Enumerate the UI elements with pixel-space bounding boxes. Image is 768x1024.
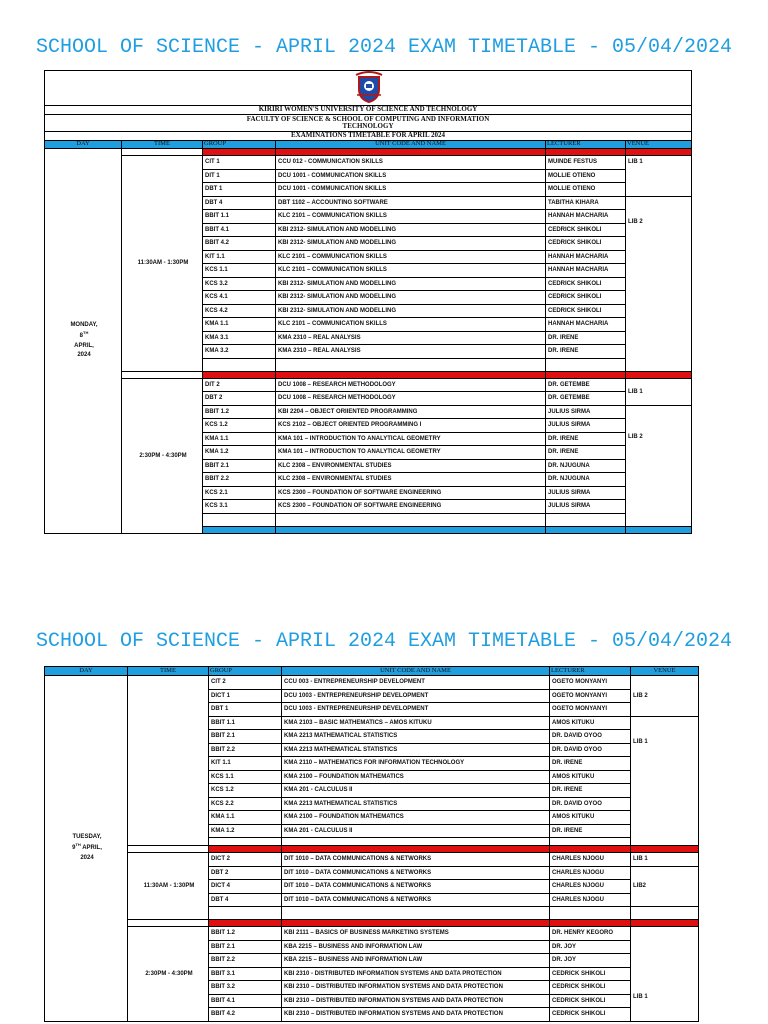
unit-cell: KCS 2102 – OBJECT ORIENTED PROGRAMMING I	[276, 419, 546, 433]
venue-cell: LIB 2	[626, 405, 692, 526]
time-slot-empty	[128, 676, 209, 846]
venue-cell: LIB 1	[626, 378, 692, 405]
header-day: DAY	[45, 141, 122, 149]
group-cell: KCS 2.1	[203, 486, 276, 500]
lecturer-cell: JULIUS SIRMA	[546, 486, 626, 500]
day-cell-tuesday	[45, 676, 128, 1022]
lecturer-cell: DR. HENRY KEGORO	[550, 927, 631, 941]
day-name: TUESDAY,	[72, 833, 102, 840]
time-slot: 11:30AM - 1:30PM	[122, 156, 203, 372]
group-cell: BBIT 2.1	[203, 459, 276, 473]
day-number: 8	[79, 333, 83, 340]
time-slot: 2:30PM - 4:30PM	[122, 378, 203, 533]
group-cell: BBIT 2.1	[209, 940, 282, 954]
exam-timetable-tuesday	[44, 666, 699, 1022]
group-cell: KCS 3.1	[203, 500, 276, 514]
venue-cell: LIB 2	[626, 196, 692, 371]
lecturer-cell: DR. DAVID OYOO	[550, 743, 631, 757]
lecturer-cell: CHARLES NJOGU	[550, 853, 631, 867]
unit-cell: DCU 1001 - COMMUNICATION SKILLS	[276, 183, 546, 197]
unit-cell: DIT 1010 – DATA COMMUNICATIONS & NETWORKS	[282, 893, 550, 907]
unit-cell: KBI 2312- SIMULATION AND MODELLING	[276, 277, 546, 291]
group-cell: KMA 1.1	[203, 432, 276, 446]
lecturer-cell: HANNAH MACHARIA	[546, 210, 626, 224]
venue-cell: LIB 1	[631, 853, 699, 867]
venue-cell: LIB2	[631, 866, 699, 907]
lecturer-cell: MUINDE FESTUS	[546, 156, 626, 170]
day-year: 2024	[77, 352, 91, 359]
header-day: DAY	[45, 667, 128, 676]
lecturer-cell: AMOS KITUKU	[550, 770, 631, 784]
group-cell: KCS 4.1	[203, 291, 276, 305]
day-cell-monday	[45, 149, 122, 534]
page-title-2: SCHOOL OF SCIENCE - APRIL 2024 EXAM TIMETABLE - 05/04/2024	[35, 630, 733, 653]
group-cell: DICT 1	[209, 689, 282, 703]
lecturer-cell: DR. IRENE	[546, 446, 626, 460]
lecturer-cell: DR. NJUGUNA	[546, 459, 626, 473]
lecturer-cell: CHARLES NJOGU	[550, 880, 631, 894]
group-cell: DBT 2	[209, 866, 282, 880]
unit-cell: KMA 2103 – BASIC MATHEMATICS – AMOS KITUKU	[282, 716, 550, 730]
group-cell: KCS 1.1	[203, 264, 276, 278]
unit-cell: KMA 2213 MATHEMATICAL STATISTICS	[282, 730, 550, 744]
lecturer-cell: DR. IRENE	[550, 784, 631, 798]
institution-name: KIRIRI WOMEN'S UNIVERSITY OF SCIENCE AND TECHNOLOGY	[45, 106, 692, 115]
group-cell: DBT 1	[203, 183, 276, 197]
lecturer-cell: CHARLES NJOGU	[550, 866, 631, 880]
lecturer-cell: JULIUS SIRMA	[546, 500, 626, 514]
group-cell: KCS 1.2	[203, 419, 276, 433]
unit-cell: KBI 2312- SIMULATION AND MODELLING	[276, 304, 546, 318]
lecturer-cell: DR. GETEMBE	[546, 392, 626, 406]
group-cell: BBIT 4.1	[203, 223, 276, 237]
lecturer-cell: OGETO MONYANYI	[550, 676, 631, 690]
group-cell: DBT 4	[203, 196, 276, 210]
day-suffix: TH	[75, 842, 81, 848]
unit-cell: KMA 2310 – REAL ANALYSIS	[276, 331, 546, 345]
lecturer-cell: DR. JOY	[550, 954, 631, 968]
unit-cell: CCU 012 - COMMUNICATION SKILLS	[276, 156, 546, 170]
group-cell: KCS 4.2	[203, 304, 276, 318]
header-unit: UNIT CODE AND NAME	[276, 141, 546, 149]
lecturer-cell: HANNAH MACHARIA	[546, 250, 626, 264]
group-cell: DICT 2	[209, 853, 282, 867]
unit-cell: KMA 101 – INTRODUCTION TO ANALYTICAL GEOMETRY	[276, 446, 546, 460]
lecturer-cell: DR. IRENE	[546, 345, 626, 359]
unit-cell: KMA 201 - CALCULUS II	[282, 824, 550, 838]
lecturer-cell: AMOS KITUKU	[550, 716, 631, 730]
unit-cell: KBI 2111 – BASICS OF BUSINESS MARKETING SYSTEMS	[282, 927, 550, 941]
unit-cell: KMA 2100 – FOUNDATION MATHEMATICS	[282, 811, 550, 825]
unit-cell: KMA 2213 MATHEMATICAL STATISTICS	[282, 743, 550, 757]
unit-cell: KMA 101 – INTRODUCTION TO ANALYTICAL GEOMETRY	[276, 432, 546, 446]
lecturer-cell: HANNAH MACHARIA	[546, 318, 626, 332]
venue-cell: LIB 1	[626, 156, 692, 197]
lecturer-cell: HANNAH MACHARIA	[546, 264, 626, 278]
unit-cell: KMA 201 - CALCULUS II	[282, 784, 550, 798]
lecturer-cell: DR. NJUGUNA	[546, 473, 626, 487]
group-cell: DICT 4	[209, 880, 282, 894]
lecturer-cell: DR. IRENE	[546, 331, 626, 345]
unit-cell: KBI 2310 – DISTRIBUTED INFORMATION SYSTEMS AND DATA PROTECTION	[282, 981, 550, 995]
group-cell: DBT 2	[203, 392, 276, 406]
lecturer-cell: DR. GETEMBE	[546, 378, 626, 392]
group-cell: DBT 1	[209, 703, 282, 717]
unit-cell: CCU 003 - ENTREPRENEURSHIP DEVELOPMENT	[282, 676, 550, 690]
unit-cell: DBT 1102 – ACCOUNTING SOFTWARE	[276, 196, 546, 210]
time-slot: 11:30AM - 1:30PM	[128, 853, 209, 920]
group-cell: BBIT 2.2	[209, 954, 282, 968]
header-unit: UNIT CODE AND NAME	[282, 667, 550, 676]
lecturer-cell: CEDRICK SHIKOLI	[550, 967, 631, 981]
unit-cell: KLC 2308 – ENVIRONMENTAL STUDIES	[276, 459, 546, 473]
header-lecturer: LECTURER	[546, 141, 626, 149]
unit-cell: KMA 2213 MATHEMATICAL STATISTICS	[282, 797, 550, 811]
lecturer-cell: JULIUS SIRMA	[546, 405, 626, 419]
group-cell: BBIT 1.1	[209, 716, 282, 730]
lecturer-cell: CEDRICK SHIKOLI	[546, 304, 626, 318]
unit-cell: KMA 2310 – REAL ANALYSIS	[276, 345, 546, 359]
unit-cell: KLC 2308 – ENVIRONMENTAL STUDIES	[276, 473, 546, 487]
lecturer-cell: CEDRICK SHIKOLI	[546, 277, 626, 291]
unit-cell: DCU 1008 – RESEARCH METHODOLOGY	[276, 392, 546, 406]
group-cell: KIT 1.1	[203, 250, 276, 264]
lecturer-cell: DR. DAVID OYOO	[550, 730, 631, 744]
group-cell: BBIT 3.2	[209, 981, 282, 995]
group-cell: BBIT 3.1	[209, 967, 282, 981]
lecturer-cell: DR. IRENE	[546, 432, 626, 446]
header-time: TIME	[122, 141, 203, 149]
unit-cell: KBA 2215 – BUSINESS AND INFORMATION LAW	[282, 954, 550, 968]
group-cell: BBIT 2.2	[209, 743, 282, 757]
unit-cell: DCU 1003 - ENTREPRENEURSHIP DEVELOPMENT	[282, 689, 550, 703]
logo-row	[45, 71, 692, 106]
header-group: GROUP	[203, 141, 276, 149]
page-title: SCHOOL OF SCIENCE - APRIL 2024 EXAM TIMETABLE - 05/04/2024	[35, 36, 733, 59]
lecturer-cell: CEDRICK SHIKOLI	[550, 1008, 631, 1022]
venue-cell: LIB 1	[631, 716, 699, 846]
group-cell: KMA 1.2	[203, 446, 276, 460]
venue-cell: LIB 2	[631, 676, 699, 717]
unit-cell: KLC 2101 – COMMUNICATION SKILLS	[276, 210, 546, 224]
group-cell: BBIT 1.2	[203, 405, 276, 419]
group-cell: BBIT 2.2	[203, 473, 276, 487]
unit-cell: KCS 2300 – FOUNDATION OF SOFTWARE ENGINEERING	[276, 486, 546, 500]
header-venue: VENUE	[631, 667, 699, 676]
header-venue: VENUE	[626, 141, 692, 149]
day-year: 2024	[80, 855, 94, 862]
faculty-name: FACULTY OF SCIENCE & SCHOOL OF COMPUTING AND INFORMATION TECHNOLOGY	[45, 115, 692, 132]
group-cell: DIT 2	[203, 378, 276, 392]
unit-cell: KLC 2101 – COMMUNICATION SKILLS	[276, 318, 546, 332]
unit-cell: DCU 1008 – RESEARCH METHODOLOGY	[276, 378, 546, 392]
lecturer-cell: CEDRICK SHIKOLI	[546, 291, 626, 305]
unit-cell: KBI 2310 – DISTRIBUTED INFORMATION SYSTEMS AND DATA PROTECTION	[282, 1008, 550, 1022]
group-cell: KMA 3.2	[203, 345, 276, 359]
unit-cell: KMA 2100 – FOUNDATION MATHEMATICS	[282, 770, 550, 784]
group-cell: CIT 2	[209, 676, 282, 690]
day-month: APRIL,	[74, 342, 94, 349]
unit-cell: KBI 2312- SIMULATION AND MODELLING	[276, 237, 546, 251]
group-cell: KMA 1.1	[209, 811, 282, 825]
lecturer-cell: MOLLIE OTIENO	[546, 169, 626, 183]
group-cell: KCS 3.2	[203, 277, 276, 291]
group-cell: KCS 2.2	[209, 797, 282, 811]
group-cell: KMA 3.1	[203, 331, 276, 345]
unit-cell: KMA 2110 – MATHEMATICS FOR INFORMATION TECHNOLOGY	[282, 757, 550, 771]
unit-cell: KBA 2215 – BUSINESS AND INFORMATION LAW	[282, 940, 550, 954]
header-group: GROUP	[209, 667, 282, 676]
unit-cell: KBI 2312- SIMULATION AND MODELLING	[276, 291, 546, 305]
group-cell: KMA 1.1	[203, 318, 276, 332]
lecturer-cell: JULIUS SIRMA	[546, 419, 626, 433]
lecturer-cell: CEDRICK SHIKOLI	[546, 223, 626, 237]
unit-cell: DIT 1010 – DATA COMMUNICATIONS & NETWORKS	[282, 866, 550, 880]
group-cell: BBIT 1.1	[203, 210, 276, 224]
lecturer-cell: CEDRICK SHIKOLI	[546, 237, 626, 251]
group-cell: DBT 4	[209, 893, 282, 907]
lecturer-cell: DR. DAVID OYOO	[550, 797, 631, 811]
group-cell: BBIT 4.1	[209, 994, 282, 1008]
lecturer-cell: DR. IRENE	[550, 757, 631, 771]
group-cell: DIT 1	[203, 169, 276, 183]
day-number: 9	[72, 845, 76, 852]
unit-cell: KCS 2300 – FOUNDATION OF SOFTWARE ENGINEERING	[276, 500, 546, 514]
lecturer-cell: AMOS KITUKU	[550, 811, 631, 825]
group-cell: BBIT 1.2	[209, 927, 282, 941]
lecturer-cell: TABITHA KIHARA	[546, 196, 626, 210]
day-name: MONDAY,	[70, 321, 98, 328]
exam-timetable-monday	[44, 70, 692, 534]
header-time: TIME	[128, 667, 209, 676]
unit-cell: KLC 2101 – COMMUNICATION SKILLS	[276, 264, 546, 278]
lecturer-cell: CEDRICK SHIKOLI	[550, 994, 631, 1008]
timetable-title: EXAMINATIONS TIMETABLE FOR APRIL 2024	[45, 132, 692, 141]
group-cell: KCS 1.1	[209, 770, 282, 784]
time-slot: 2:30PM - 4:30PM	[128, 927, 209, 1022]
group-cell: BBIT 4.2	[203, 237, 276, 251]
lecturer-cell: OGETO MONYANYI	[550, 703, 631, 717]
group-cell: KIT 1.1	[209, 757, 282, 771]
day-suffix: TH	[83, 330, 89, 336]
lecturer-cell: MOLLIE OTIENO	[546, 183, 626, 197]
university-crest-icon	[355, 71, 383, 103]
day-month: APRIL,	[80, 845, 102, 852]
unit-cell: KBI 2312- SIMULATION AND MODELLING	[276, 223, 546, 237]
header-lecturer: LECTURER	[550, 667, 631, 676]
unit-cell: DCU 1001 - COMMUNICATION SKILLS	[276, 169, 546, 183]
unit-cell: DIT 1010 – DATA COMMUNICATIONS & NETWORKS	[282, 853, 550, 867]
group-cell: KCS 1.2	[209, 784, 282, 798]
unit-cell: KBI 2310 – DISTRIBUTED INFORMATION SYSTEMS AND DATA PROTECTION	[282, 994, 550, 1008]
group-cell: CIT 1	[203, 156, 276, 170]
unit-cell: DIT 1010 – DATA COMMUNICATIONS & NETWORKS	[282, 880, 550, 894]
group-cell: KMA 1.2	[209, 824, 282, 838]
group-cell: BBIT 2.1	[209, 730, 282, 744]
unit-cell: DCU 1003 - ENTREPRENEURSHIP DEVELOPMENT	[282, 703, 550, 717]
lecturer-cell: CHARLES NJOGU	[550, 893, 631, 907]
unit-cell: KBI 2204 – OBJECT ORIIENTED PROGRAMMING	[276, 405, 546, 419]
venue-cell: LIB 1	[631, 927, 699, 1022]
lecturer-cell: DR. IRENE	[550, 824, 631, 838]
unit-cell: KLC 2101 – COMMUNICATION SKILLS	[276, 250, 546, 264]
lecturer-cell: OGETO MONYANYI	[550, 689, 631, 703]
group-cell: BBIT 4.2	[209, 1008, 282, 1022]
lecturer-cell: CEDRICK SHIKOLI	[550, 981, 631, 995]
lecturer-cell: DR. JOY	[550, 940, 631, 954]
unit-cell: KBI 2310 - DISTRIBUTED INFORMATION SYSTEMS AND DATA PROTECTION	[282, 967, 550, 981]
